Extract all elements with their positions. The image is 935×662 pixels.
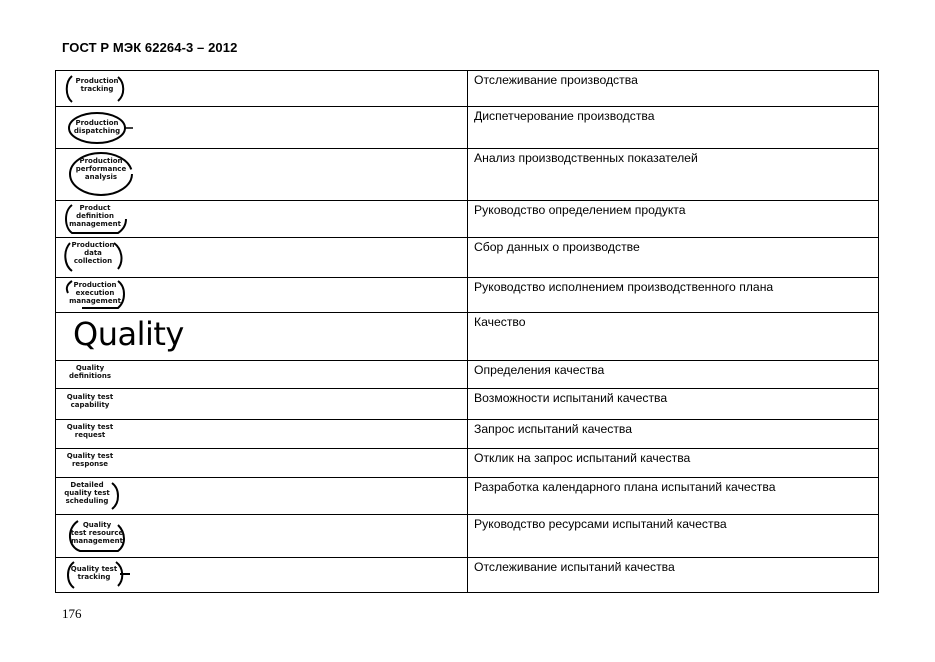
table-row xyxy=(56,420,879,449)
terms-table xyxy=(55,70,879,593)
figure-cell xyxy=(56,107,468,149)
russian-term: Качество xyxy=(468,313,879,361)
figure-label: Quality test response xyxy=(66,452,114,468)
figure-label: Quality test capability xyxy=(66,393,114,409)
figure-cell xyxy=(56,478,468,515)
table-row xyxy=(56,515,879,558)
figure-label: Production data collection xyxy=(71,241,115,265)
figure-cell xyxy=(56,389,468,420)
russian-term: Руководство исполнением производственного плана xyxy=(468,278,879,313)
russian-term: Отклик на запрос испытаний качества xyxy=(468,449,879,478)
figure-label: Quality test resource management xyxy=(70,521,124,545)
russian-term: Сбор данных о производстве xyxy=(468,238,879,278)
russian-term: Возможности испытаний качества xyxy=(468,389,879,420)
russian-term: Отслеживание испытаний качества xyxy=(468,558,879,593)
figure-label: Quality test request xyxy=(66,423,114,439)
figure-cell xyxy=(56,278,468,313)
figure-cell xyxy=(56,313,468,361)
table-row xyxy=(56,278,879,313)
russian-term: Анализ производственных показателей xyxy=(468,149,879,201)
figure-label: Production execution management xyxy=(69,281,121,305)
quality-heading-graphic: Quality xyxy=(73,315,184,353)
figure-cell xyxy=(56,420,468,449)
figure-cell xyxy=(56,558,468,593)
figure-label: Production dispatching xyxy=(73,119,121,135)
russian-term: Разработка календарного плана испытаний качества xyxy=(468,478,879,515)
figure-cell xyxy=(56,201,468,238)
table-row xyxy=(56,558,879,593)
figure-label: Production performance analysis xyxy=(75,157,127,181)
russian-term: Отслеживание производства xyxy=(468,71,879,107)
figure-label: Detailed quality test scheduling xyxy=(64,481,110,505)
table-row xyxy=(56,449,879,478)
table-row xyxy=(56,361,879,389)
figure-label: Quality test tracking xyxy=(70,565,118,581)
figure-cell xyxy=(56,449,468,478)
document-header: ГОСТ Р МЭК 62264-3 – 2012 xyxy=(62,40,238,55)
russian-term: Руководство определением продукта xyxy=(468,201,879,238)
table-row xyxy=(56,201,879,238)
page-number: 176 xyxy=(62,606,82,621)
table-row xyxy=(56,478,879,515)
table-row xyxy=(56,107,879,149)
russian-term: Определения качества xyxy=(468,361,879,389)
figure-cell xyxy=(56,149,468,201)
table-row xyxy=(56,238,879,278)
figure-label: Production tracking xyxy=(75,77,119,93)
table-row xyxy=(56,71,879,107)
figure-label: Quality definitions xyxy=(68,364,112,380)
figure-cell xyxy=(56,515,468,558)
table-row xyxy=(56,389,879,420)
table-row xyxy=(56,149,879,201)
figure-cell xyxy=(56,71,468,107)
russian-term: Запрос испытаний качества xyxy=(468,420,879,449)
figure-label: Product definition management xyxy=(69,204,121,228)
figure-cell xyxy=(56,361,468,389)
russian-term: Руководство ресурсами испытаний качества xyxy=(468,515,879,558)
figure-cell xyxy=(56,238,468,278)
table-row xyxy=(56,313,879,361)
russian-term: Диспетчерование производства xyxy=(468,107,879,149)
